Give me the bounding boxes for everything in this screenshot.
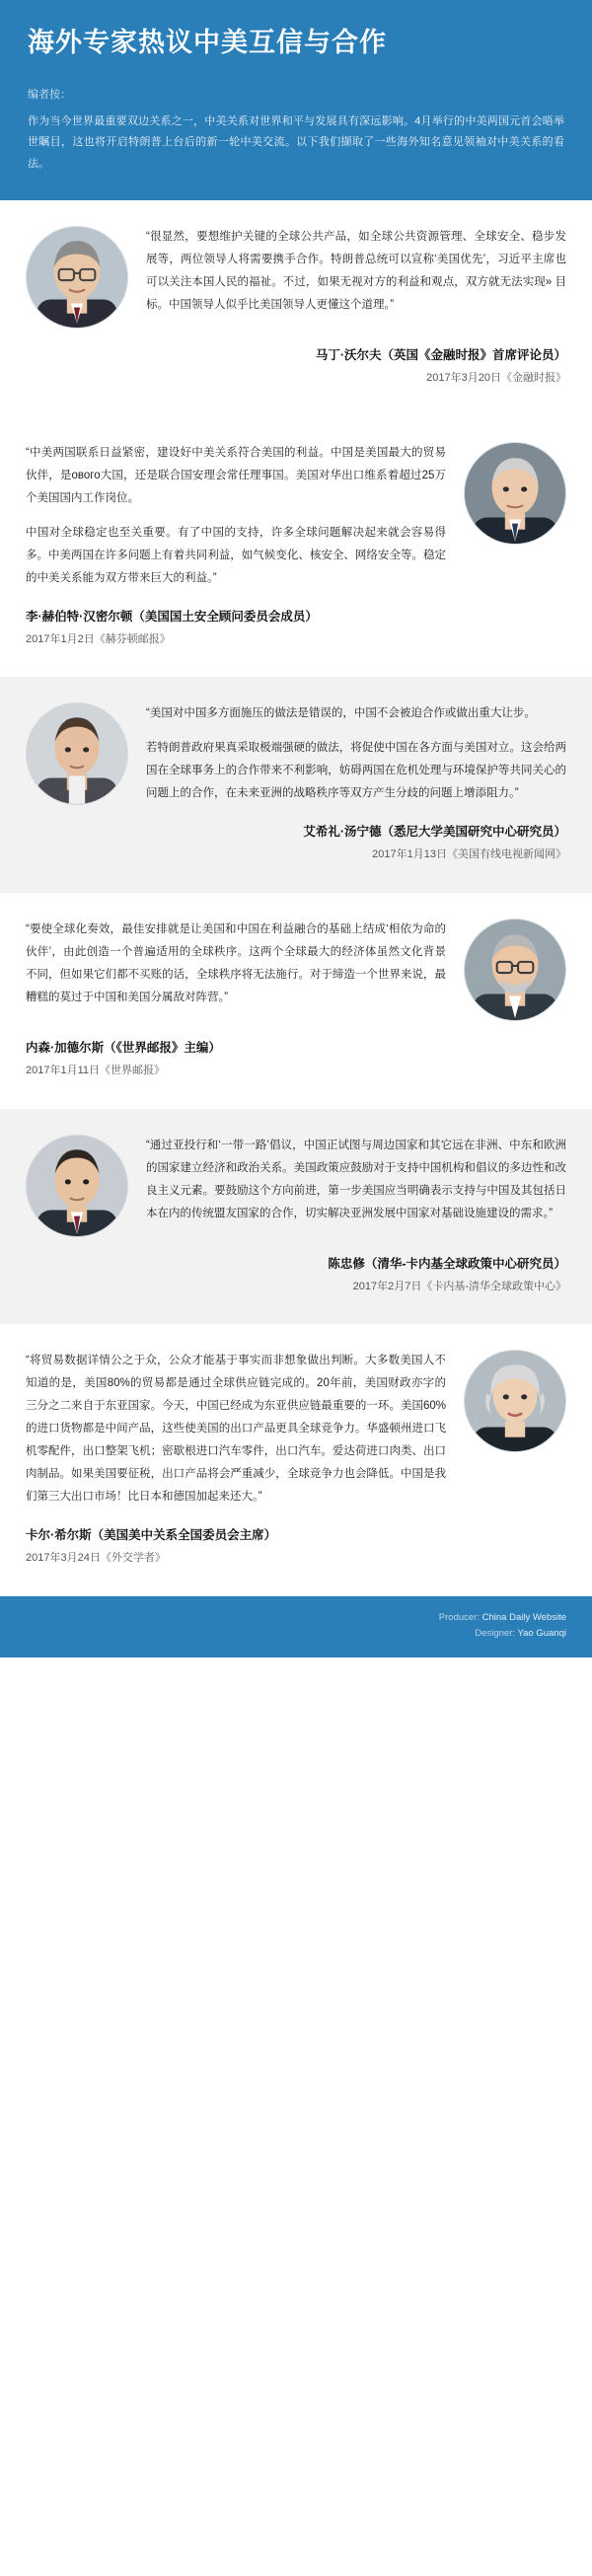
expert-name: 李·赫伯特·汉密尔顿（美国国土安全顾问委员会成员）: [26, 609, 318, 624]
editor-note-text: 作为当今世界最重要双边关系之一，中美关系对世界和平与发展具有深远影响。4月举行的中美两国元首会晤举世瞩目，这也将开启特朗普上台后的新一轮中美交流。以下我们撷取了一些海外知名意见领袖对中美关系的看法。: [28, 114, 564, 170]
expert-source: 2017年1月13日《美国有线电视新闻网》: [372, 848, 566, 861]
expert-block-chen-zhongxiu: [0, 1109, 592, 1325]
attribution-carla-hills: [26, 1524, 566, 1569]
expert-block-nathan-gardels: [0, 893, 592, 1109]
quote-paragraph: 中国对全球稳定也至关重要。有了中国的支持，许多全球问题解决起来就会容易得多。中美两国在许多问题上有着共同利益，如气候变化、核安全、网络安全等。稳定的中美关系能为双方带来巨大的利益。”: [26, 526, 446, 584]
expert-source: 2017年1月2日《赫芬顿邮报》: [26, 632, 171, 645]
quote-martin-wolf: [146, 226, 566, 317]
designer-line: [26, 1626, 566, 1642]
avatar-carla-hills: [464, 1350, 566, 1452]
producer-label: Producer:: [438, 1612, 480, 1624]
designer-value: Yao Guanqi: [517, 1628, 566, 1640]
designer-label: Designer:: [475, 1628, 516, 1640]
quote-chen-zhongxiu: [146, 1135, 566, 1225]
quote-lee-hamilton: [26, 442, 446, 590]
editor-note: [0, 82, 592, 200]
editor-note-label: 编者按：: [28, 89, 71, 102]
expert-name: 陈忠修（清华-卡内基全球政策中心研究员）: [328, 1256, 566, 1271]
expert-source: 2017年2月7日《卡内基-清华全球政策中心》: [352, 1280, 566, 1292]
attribution-martin-wolf: [26, 344, 566, 389]
expert-block-martin-wolf: [0, 200, 592, 416]
quote-paragraph: 若特朗普政府果真采取极端强硬的做法，将促使中国在各方面与美国对立。这会给两国在全球事务上的合作带来不利影响，妨碍两国在危机处理与环境保护等共同关心的问题上的合作，在未来亚洲的战略秩序等双方产生分歧的问题上增添阻力。”: [146, 742, 566, 800]
quote-nathan-gardels: [26, 919, 446, 1009]
expert-name: 卡尔·希尔斯（美国美中关系全国委员会主席）: [26, 1528, 277, 1543]
quote-aaron-tang: [146, 702, 566, 805]
page-title: 海外专家热议中美互信与合作: [28, 28, 387, 57]
avatar-nathan-gardels: [464, 919, 566, 1021]
page-footer: [0, 1596, 592, 1657]
avatar-aaron-tang: [26, 702, 128, 805]
expert-source: 2017年3月24日《外交学者》: [26, 1552, 166, 1565]
quote-carla-hills: [26, 1350, 446, 1509]
expert-name: 内森·加德尔斯（《世界邮报》主编）: [26, 1041, 221, 1056]
expert-block-carla-hills: [0, 1324, 592, 1596]
quote-paragraph: “通过亚投行和‘一带一路’倡议，中国正试图与周边国家和其它远在非洲、中东和欧洲的国家建立经济和政治关系。美国政策应鼓励对于支持中国机构和倡议的多边性和改良主义元素。要鼓励这个方向前进，第一步美国应当明确表示支持与中国及其包括日本在内的传统盟友国家的合作，切实解决亚洲发展中国家对基础设施建设的需求。”: [146, 1139, 566, 1219]
quote-paragraph: “很显然，要想维护关键的全球公共产品，如全球公共资源管理、全球安全、稳步发展等，两位领导人将需要携手合作。特朗普总统可以宣称‘美国优先’，习近平主席也可以关注本国人民的福祉。不过，如果无视对方的利益和观点，双方就无法实现» 目标。中国领导人似乎比美国领导人更懂这个道理。”: [146, 231, 566, 312]
expert-name: 马丁·沃尔夫（英国《金融时报》首席评论员）: [315, 348, 566, 363]
expert-source: 2017年1月11日《世界邮报》: [26, 1064, 166, 1076]
producer-line: [26, 1610, 566, 1626]
expert-block-lee-hamilton: [0, 416, 592, 678]
quote-paragraph: “将贸易数据详情公之于众，公众才能基于事实而非想象做出判断。大多数美国人不知道的是，美国80%的贸易都是通过全球供应链完成的。20年前，美国财政亦字的三分之二来自于东亚国家。今天，中国已经成为东亚供应链最重要的一环。美国60%的进口货物都是中间产品，这些使美国的出口产品更具全球竞争力。华盛顿州进口飞机零配件，出口整架飞机；密歇根进口汽车零件，出口汽车。爱达荷进口肉类、出口肉制品。如果美国要征税，出口产品将会严重减少，全球竞争力也会降低。中国是我们第三大出口市场！比日本和德国加起来还大。”: [26, 1355, 446, 1504]
expert-source: 2017年3月20日《金融时报》: [426, 371, 566, 384]
quote-paragraph: “美国对中国多方面施压的做法是错误的，中国不会被迫合作或做出重大让步。: [146, 707, 536, 720]
quote-paragraph: “中美两国联系日益紧密，建设好中美关系符合美国的利益。中国是美国最大的贸易伙伴，是ового大国，还是联合国安理会常任理事国。美国对华出口维系着超过25万个美国国内工作岗位。: [26, 446, 446, 504]
attribution-lee-hamilton: [26, 606, 566, 650]
avatar-lee-hamilton: [464, 442, 566, 545]
expert-block-aaron-tang: [0, 677, 592, 893]
attribution-chen-zhongxiu: [26, 1253, 566, 1297]
producer-value: China Daily Website: [481, 1612, 566, 1624]
page-header: [0, 0, 592, 82]
avatar-chen-zhongxiu: [26, 1135, 128, 1237]
attribution-aaron-tang: [26, 821, 566, 865]
attribution-nathan-gardels: [26, 1037, 566, 1081]
avatar-martin-wolf: [26, 226, 128, 329]
expert-name: 艾希礼·汤宁德（悉尼大学美国研究中心研究员）: [303, 825, 566, 840]
quote-paragraph: “要使全球化奏效，最佳安排就是让美国和中国在利益融合的基础上结成‘相依为命的伙伴’，由此创造一个普遍适用的全球秩序。这两个全球最大的经济体虽然文化背景不同，但如果它们都不买账的话，全球秩序将无法施行。对于缔造一个世界来说，最糟糕的莫过于中国和美国分属敌对阵营。”: [26, 923, 446, 1004]
